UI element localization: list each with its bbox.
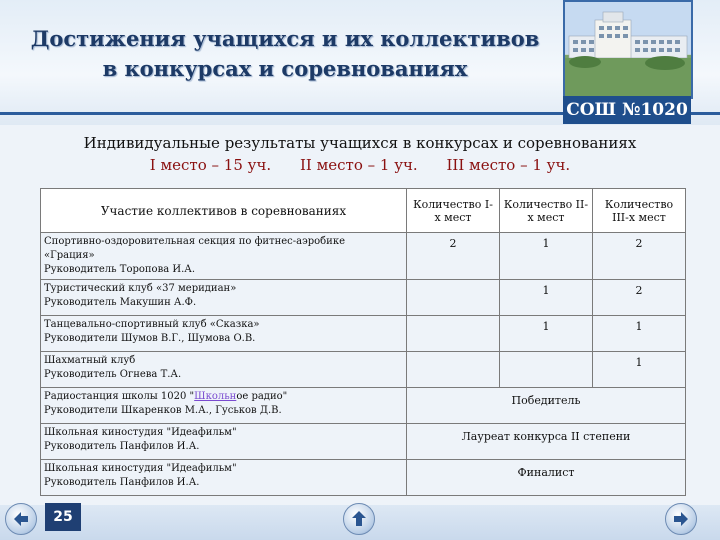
- row-line: Руководитель Панфилов И.А.: [44, 441, 200, 452]
- award-row: [41, 388, 686, 424]
- table-row: [41, 233, 686, 280]
- third-place-count: 2: [593, 280, 686, 316]
- second-place-count: [500, 352, 593, 388]
- row-name: [41, 280, 407, 316]
- first-place-count: [407, 352, 500, 388]
- row-line: Спортивно-оздоровительная секция по фитнес-аэробике: [44, 236, 346, 247]
- page-title: [20, 24, 550, 84]
- first-place-count: [407, 316, 500, 352]
- row-name: [41, 316, 407, 352]
- row-line: Школьная киностудия "Идеафильм": [44, 463, 237, 474]
- row-line: Руководители Шумов В.Г., Шумова О.В.: [44, 333, 256, 344]
- table-header-row: [41, 189, 686, 233]
- row-name: [41, 460, 407, 496]
- arrow-up-icon: [349, 509, 369, 529]
- table-row: [41, 280, 686, 316]
- page-number: 25: [45, 503, 81, 531]
- header-first-places: Количество I-х мест: [407, 189, 500, 233]
- header-collective: Участие коллективов в соревнованиях: [41, 189, 407, 233]
- row-line: Руководитель Панфилов И.А.: [44, 477, 200, 488]
- achievements-table: [40, 188, 686, 496]
- school-label: СОШ №1020: [563, 96, 691, 124]
- second-place-count: 1: [500, 316, 593, 352]
- row-line: Руководитель Торопова И.А.: [44, 264, 196, 275]
- prev-slide-button[interactable]: [5, 503, 37, 535]
- first-place-count: [407, 280, 500, 316]
- arrow-left-icon: [11, 509, 31, 529]
- first-place-count: 2: [407, 233, 500, 280]
- row-line: Шахматный клуб: [44, 355, 136, 366]
- award-result: Финалист: [407, 460, 686, 496]
- place-2-count: II место – 1 уч.: [299, 156, 418, 174]
- award-row: [41, 424, 686, 460]
- third-place-count: 2: [593, 233, 686, 280]
- arrow-right-icon: [671, 509, 691, 529]
- row-line: Туристический клуб «37 меридиан»: [44, 283, 237, 294]
- award-result: Победитель: [407, 388, 686, 424]
- row-line: [44, 390, 403, 404]
- row-text: ое радио": [236, 391, 288, 402]
- row-text: Радиостанция школы 1020 ": [44, 391, 195, 402]
- row-name: [41, 388, 407, 424]
- row-line: Руководитель Макушин А.Ф.: [44, 297, 197, 308]
- third-place-count: 1: [593, 316, 686, 352]
- home-slide-button[interactable]: [343, 503, 375, 535]
- row-line: Руководитель Огнева Т.А.: [44, 369, 182, 380]
- header-third-places: Количество III-х мест: [593, 189, 686, 233]
- row-name: [41, 352, 407, 388]
- place-1-count: I место – 15 уч.: [149, 156, 272, 174]
- school-photo: [563, 0, 693, 99]
- row-line: «Грация»: [44, 250, 95, 261]
- achievements-table-wrap: [40, 188, 685, 496]
- second-place-count: 1: [500, 233, 593, 280]
- award-row: [41, 460, 686, 496]
- next-slide-button[interactable]: [665, 503, 697, 535]
- row-name: [41, 424, 407, 460]
- header-second-places: Количество II-х мест: [500, 189, 593, 233]
- summary-heading: Индивидуальные результаты учащихся в конкурсах и соревнованиях: [83, 134, 637, 152]
- row-name: [41, 233, 407, 280]
- award-result: Лауреат конкурса II степени: [407, 424, 686, 460]
- title-line-2: в конкурсах и соревнованиях: [102, 56, 468, 81]
- title-line-1: Достижения учащихся и их коллективов: [30, 26, 540, 51]
- third-place-count: 1: [593, 352, 686, 388]
- row-line: Руководители Шкаренков М.А., Гуськов Д.В.: [44, 405, 282, 416]
- table-row: [41, 316, 686, 352]
- row-line: Школьная киностудия "Идеафильм": [44, 427, 237, 438]
- school-radio-link[interactable]: Школьн: [194, 391, 237, 402]
- individual-results-summary: [40, 132, 680, 176]
- second-place-count: 1: [500, 280, 593, 316]
- places-row: [40, 154, 680, 176]
- school-building-icon: [565, 2, 691, 97]
- place-3-count: III место – 1 уч.: [446, 156, 571, 174]
- table-row: [41, 352, 686, 388]
- row-line: Танцевально-спортивный клуб «Сказка»: [44, 319, 260, 330]
